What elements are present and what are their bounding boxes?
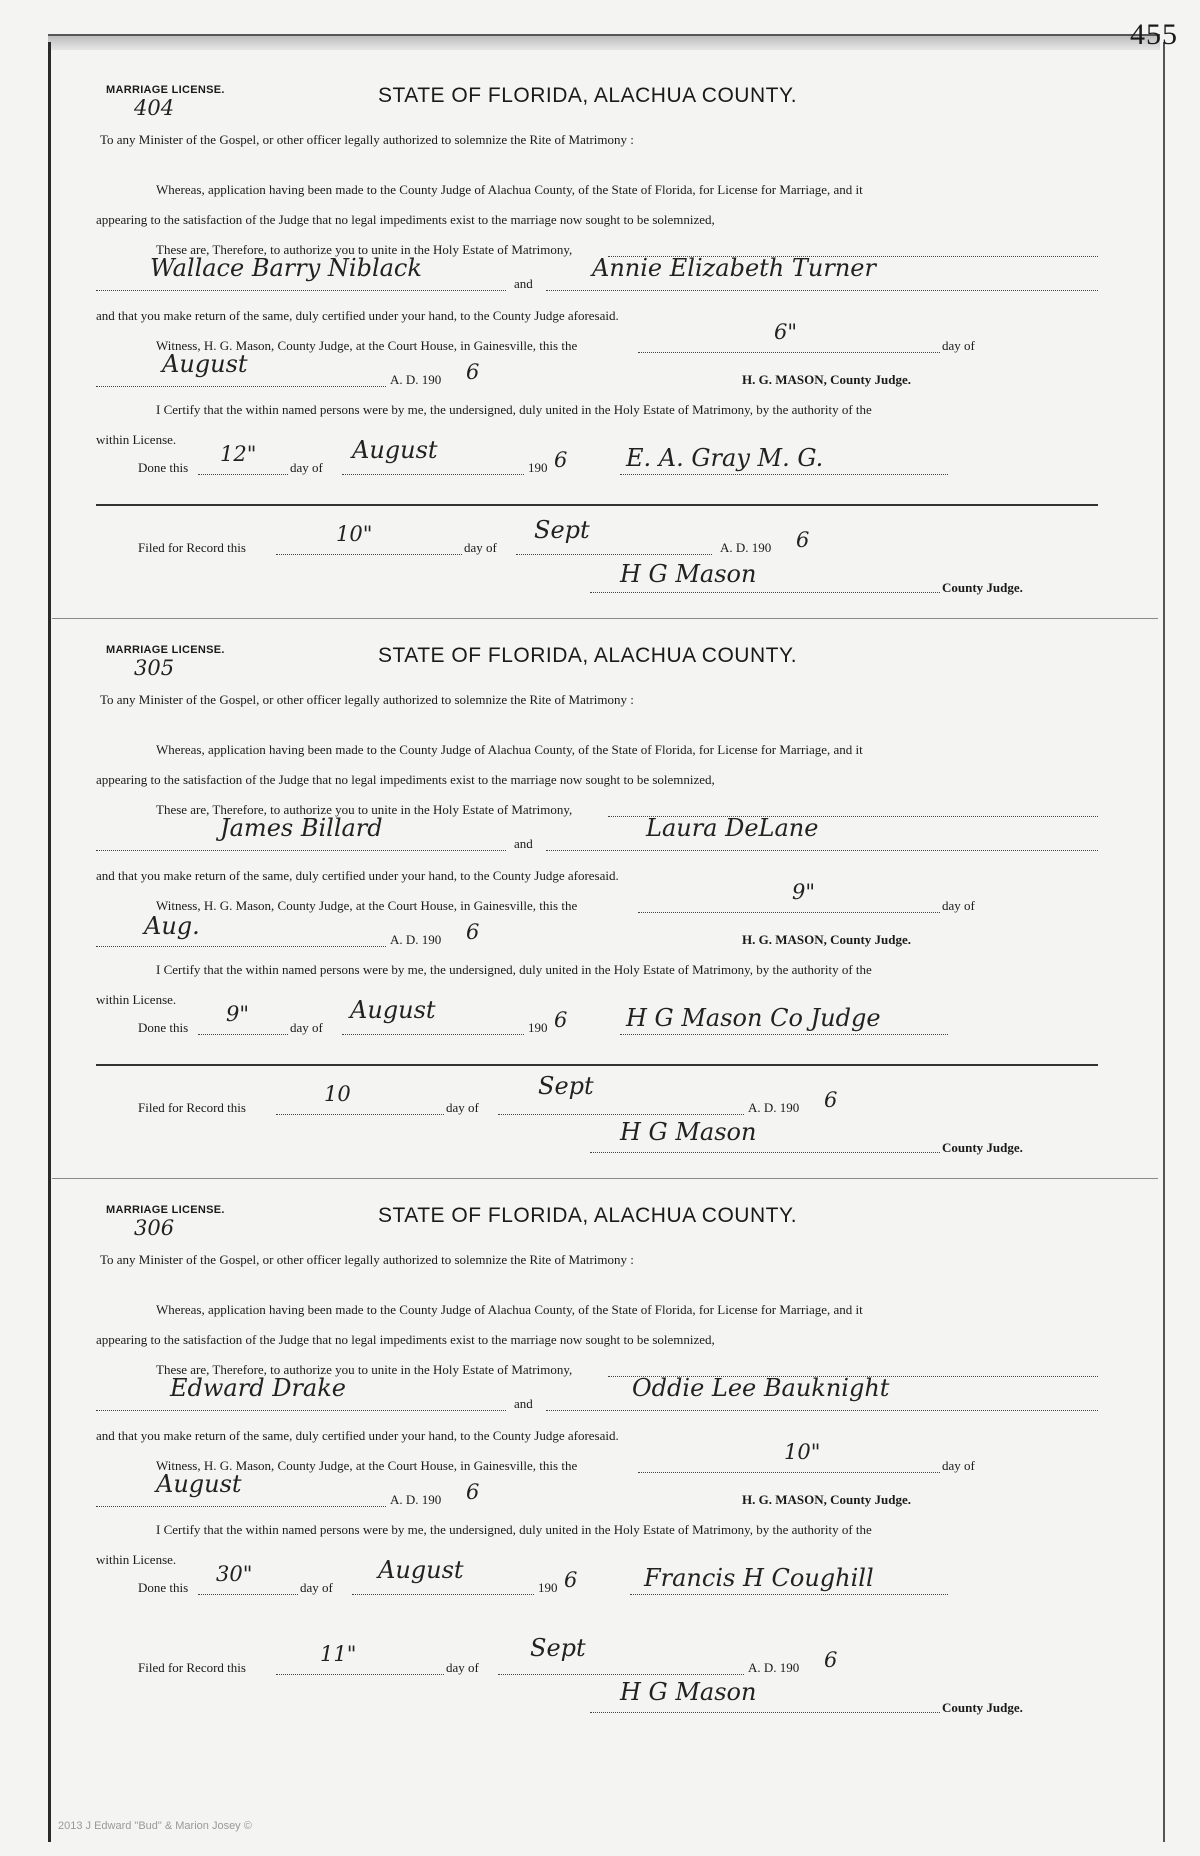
section-divider [52, 618, 1158, 619]
salutation: To any Minister of the Gospel, or other officer legally authorized to solemnize the Rite of Matrimony : [100, 692, 634, 707]
groom-line [96, 290, 506, 291]
filed-month: Sept [538, 1072, 594, 1100]
filed-day: 11" [320, 1642, 357, 1666]
done-day: 12" [220, 442, 257, 466]
judge-print: H. G. MASON, County Judge. [742, 1492, 912, 1507]
return-text: and that you make return of the same, duly certified under your hand, to the County Judge aforesaid. [96, 308, 619, 323]
certify-line-2: within License. [96, 1552, 177, 1567]
and-text: and [514, 836, 533, 851]
ad-text: A. D. 190 [390, 932, 442, 947]
license-number: 306 [134, 1216, 175, 1240]
authorize-text: These are, Therefore, to authorize you to unite in the Holy Estate of Matrimony, [156, 1362, 573, 1377]
done-year-digit: 6 [564, 1568, 578, 1592]
witness-day-line [638, 352, 940, 353]
groom-line [96, 850, 506, 851]
page-number: 455 [1130, 18, 1178, 51]
whereas-line-2: appearing to the satisfaction of the Judge that no legal impediments exist to the marriage now sought to be solemnized, [96, 772, 715, 787]
bride-name: Laura DeLane [646, 814, 819, 842]
filed-year-digit: 6 [796, 528, 810, 552]
officiant-signature: E. A. Gray M. G. [626, 444, 824, 472]
groom-name: Wallace Barry Niblack [150, 254, 422, 282]
filed-ad-text: A. D. 190 [748, 1100, 800, 1115]
divider-rule [96, 504, 1098, 506]
filed-month-line [516, 554, 712, 555]
judge-print: H. G. MASON, County Judge. [742, 372, 912, 387]
ad-text: A. D. 190 [390, 1492, 442, 1507]
county-judge-text: County Judge. [942, 580, 1023, 595]
done-this-text: Done this [138, 1580, 189, 1595]
state-title: STATE OF FLORIDA, ALACHUA COUNTY. [378, 644, 798, 667]
license-label: MARRIAGE LICENSE. [106, 1204, 225, 1216]
filed-month: Sept [530, 1634, 586, 1662]
done-this-text: Done this [138, 460, 189, 475]
license-number: 305 [134, 656, 175, 680]
groom-name: James Billard [220, 814, 383, 842]
done-this-text: Done this [138, 1020, 189, 1035]
return-text: and that you make return of the same, duly certified under your hand, to the County Judge aforesaid. [96, 868, 619, 883]
filed-month-line [498, 1114, 744, 1115]
judge-print: H. G. MASON, County Judge. [742, 932, 912, 947]
filed-day-line [276, 554, 462, 555]
filed-day-of-text: day of [446, 1100, 479, 1115]
done-month-line [342, 474, 524, 475]
witness-month-line [96, 1506, 386, 1507]
filed-day-of-text: day of [446, 1660, 479, 1675]
authorize-text: These are, Therefore, to authorize you to unite in the Holy Estate of Matrimony, [156, 802, 573, 817]
done-day-line [198, 1034, 288, 1035]
filed-day: 10" [336, 522, 373, 546]
done-month-line [352, 1594, 534, 1595]
filed-day-of-text: day of [464, 540, 497, 555]
bride-name: Annie Elizabeth Turner [592, 254, 876, 282]
judge-signature: H G Mason [620, 560, 757, 588]
filed-year-digit: 6 [824, 1648, 838, 1672]
done-day: 9" [226, 1002, 250, 1026]
state-title: STATE OF FLORIDA, ALACHUA COUNTY. [378, 1204, 798, 1227]
done-month-line [342, 1034, 524, 1035]
witness-year-digit: 6 [466, 360, 480, 384]
done-day-line [198, 1594, 298, 1595]
license-label: MARRIAGE LICENSE. [106, 84, 225, 96]
filed-day-line [276, 1674, 444, 1675]
filed-ad-text: A. D. 190 [720, 540, 772, 555]
certify-line-1: I Certify that the within named persons were by me, the undersigned, duly united in the Holy Estate of Matrimony, by the authority of the [156, 1522, 872, 1537]
officiant-line [620, 474, 948, 475]
state-title: STATE OF FLORIDA, ALACHUA COUNTY. [378, 84, 798, 107]
witness-month-line [96, 946, 386, 947]
whereas-line-2: appearing to the satisfaction of the Judge that no legal impediments exist to the marriage now sought to be solemnized, [96, 1332, 715, 1347]
whereas-line-2: appearing to the satisfaction of the Judge that no legal impediments exist to the marriage now sought to be solemnized, [96, 212, 715, 227]
witness-day: 9" [792, 880, 816, 904]
judge-signature-line [590, 1712, 940, 1713]
ad-text: A. D. 190 [390, 372, 442, 387]
certify-line-1: I Certify that the within named persons were by me, the undersigned, duly united in the Holy Estate of Matrimony, by the authority of the [156, 402, 872, 417]
judge-signature: H G Mason [620, 1118, 757, 1146]
done-month: August [350, 996, 436, 1024]
witness-month: Aug. [144, 912, 200, 940]
done-year-digit: 6 [554, 1008, 568, 1032]
witness-month: August [162, 350, 248, 378]
done-day-of-text: day of [300, 1580, 333, 1595]
done-year-prefix: 190 [528, 460, 548, 475]
groom-name: Edward Drake [170, 1374, 346, 1402]
officiant-signature: H G Mason Co Judge [626, 1004, 881, 1032]
witness-text: Witness, H. G. Mason, County Judge, at the Court House, in Gainesville, this the [156, 1458, 578, 1473]
county-judge-text: County Judge. [942, 1140, 1023, 1155]
judge-signature-line [590, 592, 940, 593]
done-month: August [352, 436, 438, 464]
witness-text: Witness, H. G. Mason, County Judge, at the Court House, in Gainesville, this the [156, 338, 578, 353]
authorize-text: These are, Therefore, to authorize you to unite in the Holy Estate of Matrimony, [156, 242, 573, 257]
whereas-line-1: Whereas, application having been made to the County Judge of Alachua County, of the State of Florida, for License for Marriage, and it [156, 1302, 863, 1317]
witness-day: 6" [774, 320, 798, 344]
day-of-text: day of [942, 898, 975, 913]
and-text: and [514, 1396, 533, 1411]
done-month: August [378, 1556, 464, 1584]
witness-year-digit: 6 [466, 920, 480, 944]
officiant-signature: Francis H Coughill [644, 1564, 874, 1592]
marriage-license-2 [60, 630, 1140, 1190]
filed-day-line [276, 1114, 444, 1115]
day-of-text: day of [942, 1458, 975, 1473]
done-day-of-text: day of [290, 460, 323, 475]
done-day: 30" [216, 1562, 253, 1586]
and-text: and [514, 276, 533, 291]
officiant-line [620, 1034, 948, 1035]
filed-day: 10 [324, 1082, 351, 1106]
bride-line [546, 290, 1098, 291]
bride-name: Oddie Lee Bauknight [632, 1374, 890, 1402]
certify-line-1: I Certify that the within named persons were by me, the undersigned, duly united in the Holy Estate of Matrimony, by the authority of the [156, 962, 872, 977]
done-year-prefix: 190 [538, 1580, 558, 1595]
filed-for-record-text: Filed for Record this [138, 1100, 246, 1115]
officiant-line [630, 1594, 948, 1595]
license-label: MARRIAGE LICENSE. [106, 644, 225, 656]
witness-month: August [156, 1470, 242, 1498]
judge-signature-line [590, 1152, 940, 1153]
certify-line-2: within License. [96, 432, 177, 447]
filed-ad-text: A. D. 190 [748, 1660, 800, 1675]
filed-for-record-text: Filed for Record this [138, 1660, 246, 1675]
witness-day-line [638, 912, 940, 913]
divider-rule [96, 1064, 1098, 1066]
filed-month: Sept [534, 516, 590, 544]
salutation: To any Minister of the Gospel, or other officer legally authorized to solemnize the Rite of Matrimony : [100, 1252, 634, 1267]
salutation: To any Minister of the Gospel, or other officer legally authorized to solemnize the Rite of Matrimony : [100, 132, 634, 147]
witness-text: Witness, H. G. Mason, County Judge, at the Court House, in Gainesville, this the [156, 898, 578, 913]
return-text: and that you make return of the same, duly certified under your hand, to the County Judge aforesaid. [96, 1428, 619, 1443]
marriage-license-1 [60, 70, 1140, 630]
whereas-line-1: Whereas, application having been made to the County Judge of Alachua County, of the State of Florida, for License for Marriage, and it [156, 742, 863, 757]
bride-line [546, 1410, 1098, 1411]
done-year-prefix: 190 [528, 1020, 548, 1035]
certify-line-2: within License. [96, 992, 177, 1007]
done-day-line [198, 474, 288, 475]
filed-month-line [498, 1674, 744, 1675]
license-number: 404 [134, 96, 175, 120]
groom-line [96, 1410, 506, 1411]
done-year-digit: 6 [554, 448, 568, 472]
filed-for-record-text: Filed for Record this [138, 540, 246, 555]
witness-day: 10" [784, 1440, 821, 1464]
day-of-text: day of [942, 338, 975, 353]
county-judge-text: County Judge. [942, 1700, 1023, 1715]
whereas-line-1: Whereas, application having been made to the County Judge of Alachua County, of the State of Florida, for License for Marriage, and it [156, 182, 863, 197]
copyright-credit: 2013 J Edward "Bud" & Marion Josey © [58, 1820, 252, 1832]
witness-month-line [96, 386, 386, 387]
witness-day-line [638, 1472, 940, 1473]
judge-signature: H G Mason [620, 1678, 757, 1706]
done-day-of-text: day of [290, 1020, 323, 1035]
bride-line [546, 850, 1098, 851]
section-divider [52, 1178, 1158, 1179]
witness-year-digit: 6 [466, 1480, 480, 1504]
marriage-license-3 [60, 1190, 1140, 1750]
filed-year-digit: 6 [824, 1088, 838, 1112]
